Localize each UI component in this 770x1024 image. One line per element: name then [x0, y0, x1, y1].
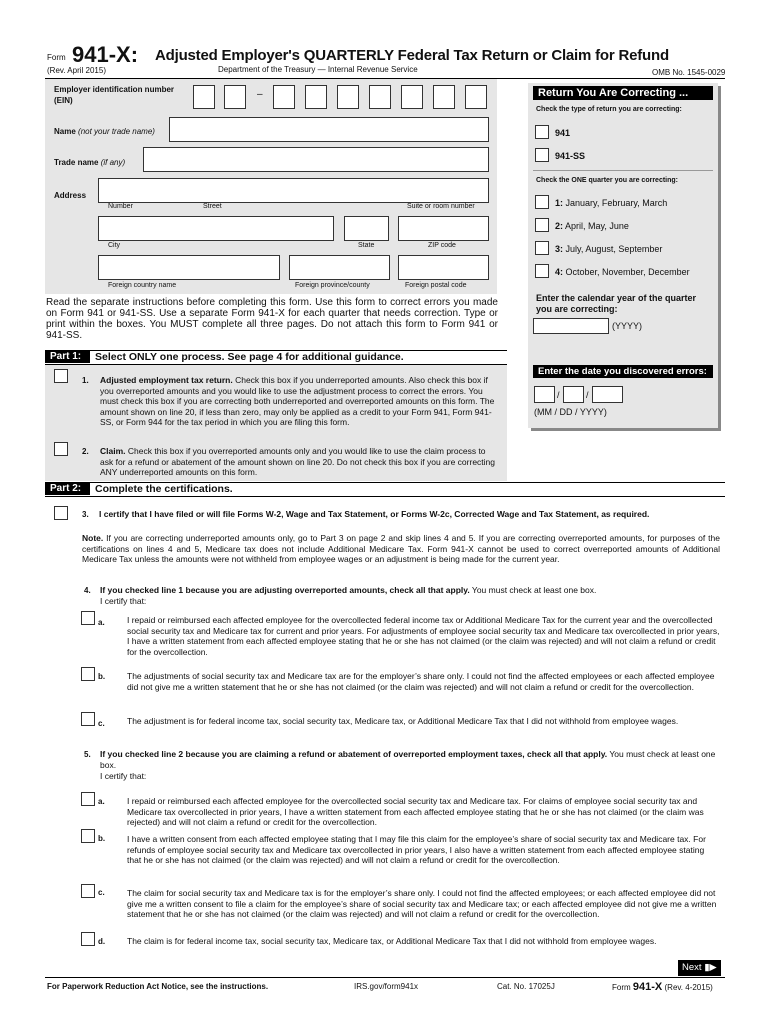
- quarter-1-num: 1:: [555, 198, 564, 208]
- date-format-hint: (MM / DD / YYYY): [534, 407, 607, 417]
- date-sep-1: /: [557, 390, 560, 400]
- ein-digit-8[interactable]: [433, 85, 455, 109]
- line2-text: [100, 446, 500, 478]
- line1-body: Check this box if you underreported amounts. Also check this box if you overreported amounts and you would like to use the adjustment process to correct the errors. You must check this box if you are correcting both underreported and overreported amounts on this form. The amount shown on line 20, if less than zero, may only be applied as a credit to your Form 941, Form 941-SS, or Form 944 for the tax period in which you are filing this form.: [100, 375, 495, 427]
- return-correcting-heading: Return You Are Correcting ...: [533, 86, 713, 100]
- line5-number: 5.: [84, 750, 91, 759]
- part1-label: Part 1:: [45, 350, 90, 363]
- line4c-text: The adjustment is for federal income tax, social security tax, Medicare tax, or Additional Medicare Tax that I did not withhold from employee wages.: [127, 716, 679, 726]
- line5c-text: The claim for social security tax and Medicare tax is for the employer’s share only. I could not find the affected employees; or each affected employee did not give me a written consent to file a claim for the employee’s share of social security tax and Medicare tax; or each affected employee did not give me a written statement that he or she has not claimed (or the claim was rejected) and will not claim a refund or credit for the overcollection.: [127, 888, 717, 919]
- foreign-country-input[interactable]: [98, 255, 280, 280]
- return-type-941ss-checkbox[interactable]: [535, 148, 549, 162]
- ein-digit-4[interactable]: [305, 85, 327, 109]
- foreign-country-caption: Foreign country name: [108, 282, 177, 289]
- foreign-province-caption: Foreign province/county: [295, 282, 370, 289]
- ein-digit-9[interactable]: [465, 85, 487, 109]
- ein-label-abbr: (EIN): [54, 96, 73, 105]
- line5d-text: The claim is for federal income tax, social security tax, Medicare tax, or Additional Medicare Tax that I did not withhold from employee wages.: [127, 936, 657, 946]
- line1-checkbox[interactable]: [54, 369, 68, 383]
- quarter-2-num: 2:: [555, 221, 564, 231]
- ein-digit-5[interactable]: [337, 85, 359, 109]
- footer-form-revision: (Rev. 4-2015): [664, 983, 713, 992]
- line5-text: [100, 749, 720, 770]
- name-note: (not your trade name): [78, 127, 155, 136]
- line5c-checkbox[interactable]: [81, 884, 95, 898]
- line4-body: You must check at least one box.: [469, 585, 597, 595]
- line5d-checkbox[interactable]: [81, 932, 95, 946]
- line5d-letter: d.: [98, 937, 106, 946]
- city-caption: City: [108, 242, 121, 249]
- line4b-checkbox[interactable]: [81, 667, 95, 681]
- trade-name-label: Trade name: [54, 158, 99, 167]
- state-input[interactable]: [344, 216, 389, 241]
- ein-digit-3[interactable]: [273, 85, 295, 109]
- line2-number: 2.: [82, 447, 89, 456]
- line4-title: If you checked line 1 because you are adjusting overreported amounts, check all that apply.: [100, 585, 470, 595]
- line5b-text: I have a written consent from each affected employee stating that I may file this claim for the employee’s share of social security tax and Medicare tax. For refunds of employee social security tax and Medicare tax overcollected in prior years, I also have a written statement from each affected employee stating that he or she has not claimed (or the claim was rejected) and will not claim a refund or credit for the overcollection.: [127, 834, 706, 865]
- quarter-1-text: January, February, March: [565, 198, 668, 208]
- department: Department of the Treasury — Internal Revenue Service: [218, 65, 418, 74]
- sidebar-divider: [533, 170, 713, 171]
- form-title: Adjusted Employer's QUARTERLY Federal Tax Return or Claim for Refund: [155, 47, 669, 64]
- part1-title: Select ONLY one process. See page 4 for additional guidance.: [95, 351, 404, 363]
- line5a-letter: a.: [98, 797, 105, 806]
- foreign-province-input[interactable]: [289, 255, 390, 280]
- foreign-postal-input[interactable]: [398, 255, 489, 280]
- quarter-1-checkbox[interactable]: [535, 195, 549, 209]
- line4-text: [100, 585, 720, 596]
- line4-certify: I certify that:: [100, 596, 147, 606]
- quarter-prompt-one: ONE: [571, 177, 587, 184]
- quarter-3-checkbox[interactable]: [535, 241, 549, 255]
- footer-form-id: [612, 981, 713, 993]
- line2-body: Check this box if you overreported amounts only and you would like to use the claim process to ask for a refund or abatement of the amount shown on line 20. Do not check this box if you are correcting ANY underreported amounts on this form.: [100, 446, 496, 477]
- quarter-3-label: [555, 244, 662, 254]
- form-url: IRS.gov/form941x: [354, 982, 419, 991]
- line5a-text: I repaid or reimbursed each affected employee for the overcollected social security tax and Medicare tax. For claims of employee social security tax and Medicare tax overcollected in prior years, I have a written statement from each affected employee stating that he or she has not claimed (or the claim was rejected) and will not claim a refund or credit for the overcollection.: [127, 796, 704, 827]
- line1-text: [100, 375, 500, 428]
- next-label: Next: [682, 962, 702, 973]
- line5c-letter: c.: [98, 888, 105, 897]
- return-type-prompt: Check the type of return you are correcting:: [536, 106, 682, 113]
- line2-title: Claim.: [100, 446, 126, 456]
- line3-text: I certify that I have filed or will file Forms W-2, Wage and Tax Statement, or Forms W-2c, Corrected Wage and Tax Statement, as required.: [99, 509, 650, 519]
- quarter-4-label: [555, 267, 690, 277]
- line2-checkbox[interactable]: [54, 442, 68, 456]
- ein-digit-1[interactable]: [193, 85, 215, 109]
- state-caption: State: [358, 242, 375, 249]
- calendar-year-input[interactable]: [533, 318, 609, 334]
- next-button[interactable]: [678, 960, 721, 976]
- arrow-right-icon: ▮▶: [704, 962, 717, 973]
- part2-label: Part 2:: [45, 482, 90, 495]
- instructions-text: Read the separate instructions before completing this form. Use this form to correct errors you made on Form 941 or 941-SS. Use a separate Form 941-X for each quarter that needs correction. Type or print within the boxes. You MUST complete all three pages. Do not attach this form to Form 941 or 941-SS.: [46, 297, 498, 341]
- note-text: [82, 533, 720, 565]
- part2-title-rule: [45, 496, 725, 497]
- line4a-letter: a.: [98, 618, 105, 627]
- foreign-postal-caption: Foreign postal code: [405, 282, 467, 289]
- footer-form-label: Form: [612, 983, 631, 992]
- part2-title: Complete the certifications.: [95, 483, 233, 495]
- note-body: If you are correcting underreported amounts only, go to Part 3 on page 2 and skip lines 4 and 5. If you are correcting overreported amounts, for purposes of the certifications on lines 4 and 5, Medicare tax does not include Additional Medicare Tax. Form 941-X cannot be used to correct overreported amounts of Additional Medicare Tax unless the amounts were not withheld from employee wages or an adjustment is being made for the current year.: [82, 533, 720, 564]
- quarter-4-text: October, November, December: [565, 267, 690, 277]
- line5b-checkbox[interactable]: [81, 829, 95, 843]
- date-sep-2: /: [586, 390, 589, 400]
- note-label: Note.: [82, 533, 104, 543]
- street-caption: Street: [203, 203, 222, 210]
- ein-dash: –: [257, 89, 263, 100]
- form-label: Form: [47, 53, 66, 62]
- name-label: Name: [54, 127, 76, 136]
- line3-number: 3.: [82, 510, 89, 519]
- line4c-letter: c.: [98, 719, 105, 728]
- line5-body: You must check at least one box.: [100, 749, 716, 770]
- return-type-941-label: 941: [555, 128, 571, 138]
- ein-label: Employer identification number: [54, 85, 175, 94]
- line3-checkbox[interactable]: [54, 506, 68, 520]
- line1-number: 1.: [82, 376, 89, 385]
- date-month-input[interactable]: [534, 386, 555, 403]
- quarter-prompt-post: quarter you are correcting:: [586, 177, 678, 184]
- quarter-prompt-pre: Check the: [536, 177, 572, 184]
- return-type-941-checkbox[interactable]: [535, 125, 549, 139]
- line4a-checkbox[interactable]: [81, 611, 95, 625]
- catalog-number: Cat. No. 17025J: [497, 982, 555, 991]
- footer-rule: [45, 977, 725, 978]
- omb-number: OMB No. 1545-0029: [652, 68, 726, 77]
- quarter-3-num: 3:: [555, 244, 564, 254]
- street-address-input[interactable]: [98, 178, 489, 203]
- quarter-4-num: 4:: [555, 267, 564, 277]
- number-caption: Number: [108, 203, 133, 210]
- address-label: Address: [54, 191, 87, 200]
- ein-digit-6[interactable]: [369, 85, 391, 109]
- city-input[interactable]: [98, 216, 334, 241]
- line5a-checkbox[interactable]: [81, 792, 95, 806]
- return-type-941ss-label: 941-SS: [555, 151, 586, 161]
- date-day-input[interactable]: [563, 386, 584, 403]
- quarter-2-checkbox[interactable]: [535, 218, 549, 232]
- revision-date: (Rev. April 2015): [47, 66, 106, 75]
- calendar-year-prompt: Enter the calendar year of the quarter you are correcting:: [536, 293, 697, 314]
- quarter-1-label: [555, 198, 667, 208]
- quarter-3-text: July, August, September: [565, 244, 663, 254]
- zip-input[interactable]: [398, 216, 489, 241]
- name-input[interactable]: [169, 117, 489, 142]
- line5-certify: I certify that:: [100, 771, 147, 781]
- line5b-letter: b.: [98, 834, 106, 843]
- trade-label-row: [54, 158, 125, 167]
- trade-name-input[interactable]: [143, 147, 489, 172]
- zip-caption: ZIP code: [428, 242, 456, 249]
- quarter-4-checkbox[interactable]: [535, 264, 549, 278]
- line4b-letter: b.: [98, 672, 106, 681]
- date-year-input[interactable]: [592, 386, 623, 403]
- line4b-text: The adjustments of social security tax and Medicare tax are for the employer’s share only. I could not find the affected employees or each affected employee did not give me a written statement that he or she has not claimed (or the claim was rejected) and will not claim a refund or credit for the overcollection.: [127, 671, 715, 692]
- quarter-2-text: April, May, June: [565, 221, 629, 231]
- quarter-prompt: [536, 177, 678, 184]
- footer-form-number: 941-X: [632, 981, 663, 993]
- ein-digit-2[interactable]: [224, 85, 246, 109]
- form-number: 941-X:: [72, 42, 139, 67]
- line4a-text: I repaid or reimbursed each affected employee for the overcollected federal income tax or Additional Medicare Tax for the current year and the overcollected social security tax and Medicare tax for current and prior years. For adjustments of employee social security tax and Medicare tax overcollected in prior years, I have a written statement from each affected employee stating that he or she has not claimed (or the claim was rejected) and will not claim a refund or credit for the overcollection.: [127, 615, 720, 657]
- trade-name-note: (if any): [100, 158, 126, 167]
- ein-digit-7[interactable]: [401, 85, 423, 109]
- line1-title: Adjusted employment tax return.: [100, 375, 233, 385]
- name-label-row: [54, 127, 155, 136]
- date-discovered-heading: Enter the date you discovered errors:: [533, 365, 713, 378]
- quarter-2-label: [555, 221, 629, 231]
- suite-caption: Suite or room number: [407, 203, 475, 210]
- calendar-year-hint: (YYYY): [612, 321, 643, 331]
- line4c-checkbox[interactable]: [81, 712, 95, 726]
- line5-title: If you checked line 2 because you are claiming a refund or abatement of overreported employment taxes, check all that apply.: [100, 749, 608, 759]
- paperwork-notice: For Paperwork Reduction Act Notice, see the instructions.: [47, 982, 269, 991]
- line4-number: 4.: [84, 586, 91, 595]
